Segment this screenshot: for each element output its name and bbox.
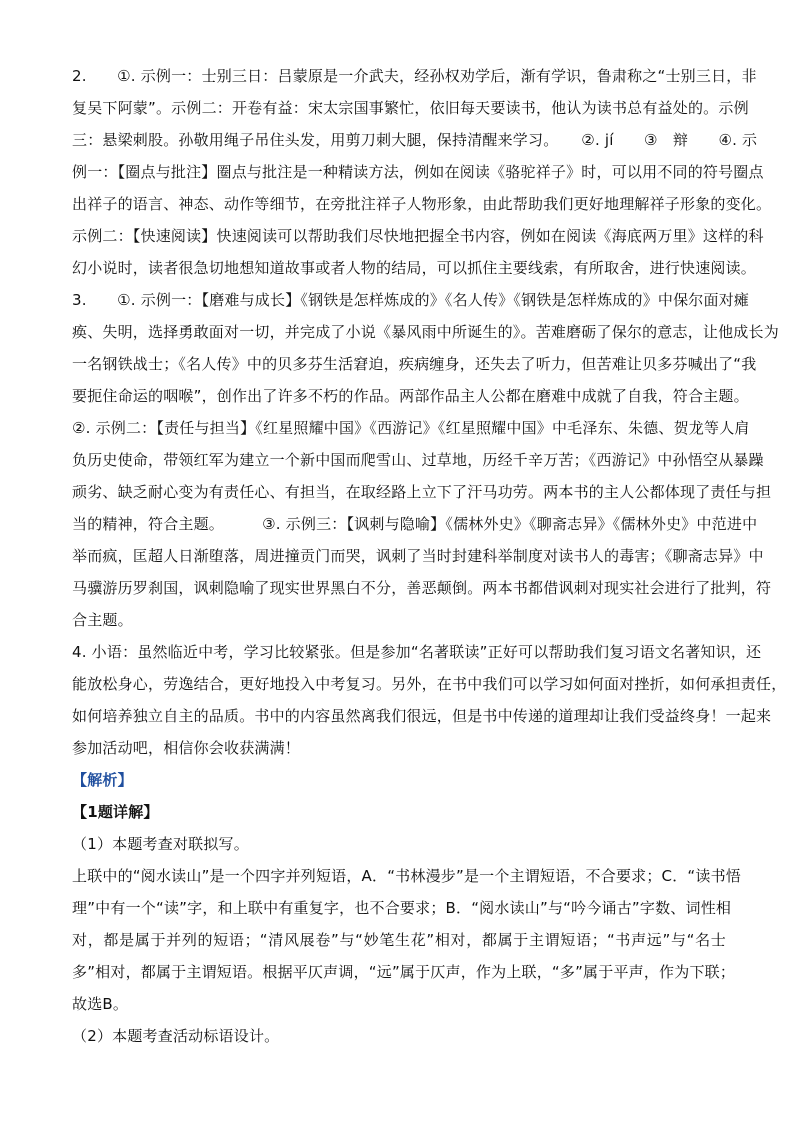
text-line: 4. 小语：虽然临近中考，学习比较紧张。但是参加“名著联读”正好可以帮助我们复习语文名著知识，还 — [72, 643, 762, 661]
text-line: 当的精神，符合主题。 ③. 示例三：【讽刺与隐喻】《儒林外史》《聊斋志异》《儒林外史》中范进中 — [72, 515, 758, 533]
text-line: 复吴下阿蒙”。示例二：开卷有益：宋太宗国事繁忙，依旧每天要读书，他认为读书总有益处的。示例 — [72, 99, 749, 117]
question-heading: 【1题详解】 — [72, 803, 159, 821]
text-line: 理”中有一个“读”字，和上联中有重复字，也不合要求；B．“阅水读山”与“吟今诵古”字数、词性相 — [72, 899, 732, 917]
text-line: ②. 示例二：【责任与担当】《红星照耀中国》《西游记》《红星照耀中国》中毛泽东、朱德、贺龙等人肩 — [72, 419, 750, 437]
text-line: 故选B。 — [72, 995, 129, 1013]
text-line: 例一：【圈点与批注】圈点与批注是一种精读方法，例如在阅读《骆驼祥子》时，可以用不同的符号圈点 — [72, 163, 764, 181]
text-line: 参加活动吧，相信你会收获满满！ — [72, 739, 301, 757]
text-line: 如何培养独立自主的品质。书中的内容虽然离我们很远，但是书中传递的道理却让我们受益终身！一起来 — [72, 707, 772, 725]
text-line: 一名钢铁战士；《名人传》中的贝多芬生活窘迫，疾病缠身，还失去了听力，但苦难让贝多芬喊出了“我 — [72, 355, 757, 373]
text-line: 举而疯，匡超人日渐堕落，周进撞贡门而哭，讽刺了当时封建科举制度对读书人的毒害；《聊斋志异》中 — [72, 547, 764, 565]
text-line: 三：悬梁刺股。孙敬用绳子吊住头发，用剪刀刺大腿，保持清醒来学习。 ②. jí ③ 辩 ④. 示 — [72, 131, 758, 149]
text-line: 负历史使命，带领红军为建立一个新中国而爬雪山、过草地，历经千辛万苦；《西游记》中孙悟空从暴躁 — [72, 451, 764, 469]
text-line: 痪、失明，选择勇敢面对一切，并完成了小说《暴风雨中所诞生的》。苦难磨砺了保尔的意志，让他成长为 — [72, 323, 779, 341]
text-line: 能放松身心，劳逸结合，更好地投入中考复习。另外，在书中我们可以学习如何面对挫折，如何承担责任， — [72, 675, 787, 693]
text-line: 幻小说时，读者很急切地想知道故事或者人物的结局，可以抓住主要线索，有所取舍，进行快速阅读。 — [72, 259, 757, 277]
text-line: 上联中的“阅水读山”是一个四字并列短语，A．“书林漫步”是一个主谓短语，不合要求；C．“读书悟 — [72, 867, 741, 885]
text-line: （2）本题考查活动标语设计。 — [72, 1027, 280, 1045]
analysis-heading: 【解析】 — [72, 771, 133, 789]
text-line: 3. ①. 示例一：【磨难与成长】《钢铁是怎样炼成的》《名人传》《钢铁是怎样炼成的》中保尔面对瘫 — [72, 291, 750, 309]
text-line: 合主题。 — [72, 611, 133, 629]
text-line: 顽劣、缺乏耐心变为有责任心、有担当，在取经路上立下了汗马功劳。两本书的主人公都体现了责任与担 — [72, 483, 772, 501]
text-line: 示例二：【快速阅读】快速阅读可以帮助我们尽快地把握全书内容，例如在阅读《海底两万里》这样的科 — [72, 227, 764, 245]
text-line: 马骥游历罗刹国，讽刺隐喻了现实世界黑白不分，善恶颠倒。两本书都借讽刺对现实社会进行了批判，符 — [72, 579, 772, 597]
text-line: 对，都是属于并列的短语；“清风展卷”与“妙笔生花”相对，都属于主谓短语；“书声远”与“名士 — [72, 931, 726, 949]
text-line: （1）本题考查对联拟写。 — [72, 835, 249, 853]
text-line: 出祥子的语言、神态、动作等细节，在旁批注祥子人物形象，由此帮助我们更好地理解祥子形象的变化。 — [72, 195, 772, 213]
text-line: 多”相对，都属于主谓短语。根据平仄声调，“远”属于仄声，作为上联，“多”属于平声，作为下联； — [72, 963, 736, 981]
text-line: 要扼住命运的咽喉”，创作出了许多不朽的作品。两部作品主人公都在磨难中成就了自我，符合主题。 — [72, 387, 749, 405]
text-line: 2. ①. 示例一：士别三日：吕蒙原是一介武夫，经孙权劝学后，渐有学识，鲁肃称之“士别三日，非 — [72, 67, 757, 85]
